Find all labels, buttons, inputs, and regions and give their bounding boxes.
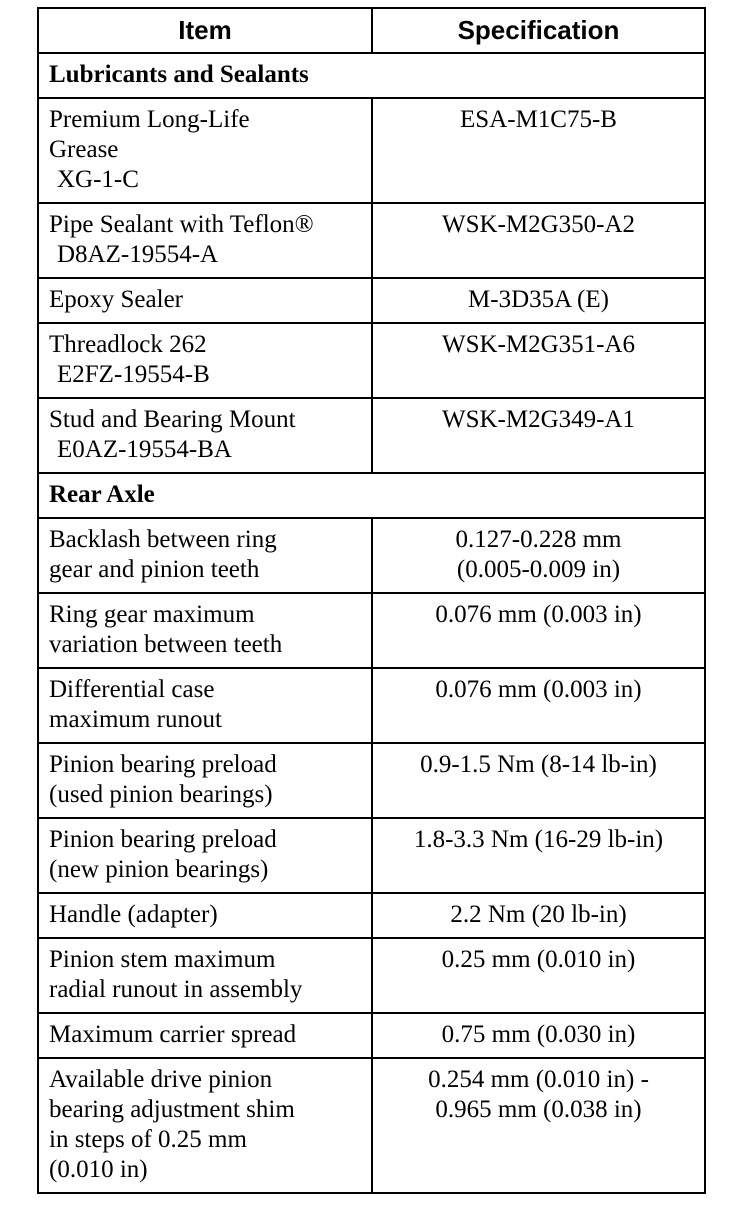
item-text: (used pinion bearings) [49,781,273,808]
specification-text: 0.75 mm (0.030 in) [441,1021,636,1048]
item-text: (0.010 in) [49,1156,148,1183]
specification-cell [372,668,705,743]
item-cell [38,98,372,203]
item-cell [38,668,372,743]
specification-text: 1.8-3.3 Nm (16-29 lb-in) [413,826,664,853]
item-text: Pinion bearing preload [49,826,277,853]
specification-cell [372,1013,705,1058]
specification-text: ESA-M1C75-B [460,106,617,133]
item-text: radial runout in assembly [49,976,303,1003]
item-text: variation between teeth [49,631,283,658]
item-cell [38,893,372,938]
item-text: Epoxy Sealer [49,286,183,313]
item-text: Differential case [49,676,215,703]
specification-cell [372,278,705,323]
item-text: gear and pinion teeth [49,556,260,583]
specification-cell [372,98,705,203]
specification-text: 0.965 mm (0.038 in) [435,1096,642,1123]
table-row [38,323,705,398]
specification-text: (0.005-0.009 in) [456,556,621,583]
section-row [38,473,705,518]
part-number: E2FZ-19554-B [57,361,210,388]
table-row [38,1013,705,1058]
item-text: Handle (adapter) [49,901,218,928]
table-row [38,98,705,203]
item-text: Pipe Sealant with Teflon® [49,211,314,238]
section-row [38,53,705,98]
table-row [38,818,705,893]
item-cell [38,278,372,323]
specification-cell [372,818,705,893]
table-row [38,1058,705,1193]
specification-table [37,7,706,1194]
table-row [38,668,705,743]
item-cell [38,518,372,593]
item-text: Available drive pinion [49,1066,273,1093]
specification-text: 2.2 Nm (20 lb-in) [450,901,627,928]
table-row [38,593,705,668]
part-number: E0AZ-19554-BA [57,436,232,463]
specification-cell [372,893,705,938]
specification-cell [372,743,705,818]
specification-cell [372,203,705,278]
header-specification: Specification [372,8,705,53]
table-body [38,53,705,1193]
item-text: bearing adjustment shim [49,1096,295,1123]
item-text: Threadlock 262 [49,331,207,358]
specification-cell [372,518,705,593]
item-cell [38,1013,372,1058]
item-text: in steps of 0.25 mm [49,1126,247,1153]
table-row [38,398,705,473]
table-row [38,278,705,323]
table-row [38,743,705,818]
item-text: Grease [49,136,119,163]
specification-text: M-3D35A (E) [468,286,609,313]
item-text: Maximum carrier spread [49,1021,297,1048]
table-row [38,518,705,593]
specification-text: 0.9-1.5 Nm (8-14 lb-in) [420,751,657,778]
item-cell [38,323,372,398]
specification-text: WSK-M2G351-A6 [441,331,636,358]
table-row [38,203,705,278]
specification-text: 0.076 mm (0.003 in) [435,601,642,628]
item-cell [38,398,372,473]
item-cell [38,1058,372,1193]
specification-text: WSK-M2G349-A1 [441,406,636,433]
item-text: (new pinion bearings) [49,856,269,883]
item-text: maximum runout [49,706,222,733]
part-number: D8AZ-19554-A [57,241,219,268]
section-title: Rear Axle [38,473,705,518]
specification-cell [372,398,705,473]
item-text: Pinion bearing preload [49,751,277,778]
table-row [38,938,705,1013]
item-text: Pinion stem maximum [49,946,276,973]
specification-text: 0.254 mm (0.010 in) - [428,1066,649,1093]
section-title: Lubricants and Sealants [38,53,705,98]
part-number: XG-1-C [57,166,139,193]
item-cell [38,818,372,893]
specification-cell [372,593,705,668]
item-text: Ring gear maximum [49,601,255,628]
specification-text: 0.076 mm (0.003 in) [435,676,642,703]
item-cell [38,203,372,278]
header-item: Item [38,8,372,53]
specification-text: 0.25 mm (0.010 in) [441,946,636,973]
item-text: Stud and Bearing Mount [49,406,296,433]
header-row [38,8,705,53]
specification-cell [372,938,705,1013]
specification-text: 0.127-0.228 mm [455,526,622,553]
item-cell [38,743,372,818]
specification-cell [372,1058,705,1193]
item-text: Premium Long-Life [49,106,250,133]
item-cell [38,938,372,1013]
specification-cell [372,323,705,398]
specification-text: WSK-M2G350-A2 [441,211,636,238]
item-cell [38,593,372,668]
item-text: Backlash between ring [49,526,277,553]
table-row [38,893,705,938]
